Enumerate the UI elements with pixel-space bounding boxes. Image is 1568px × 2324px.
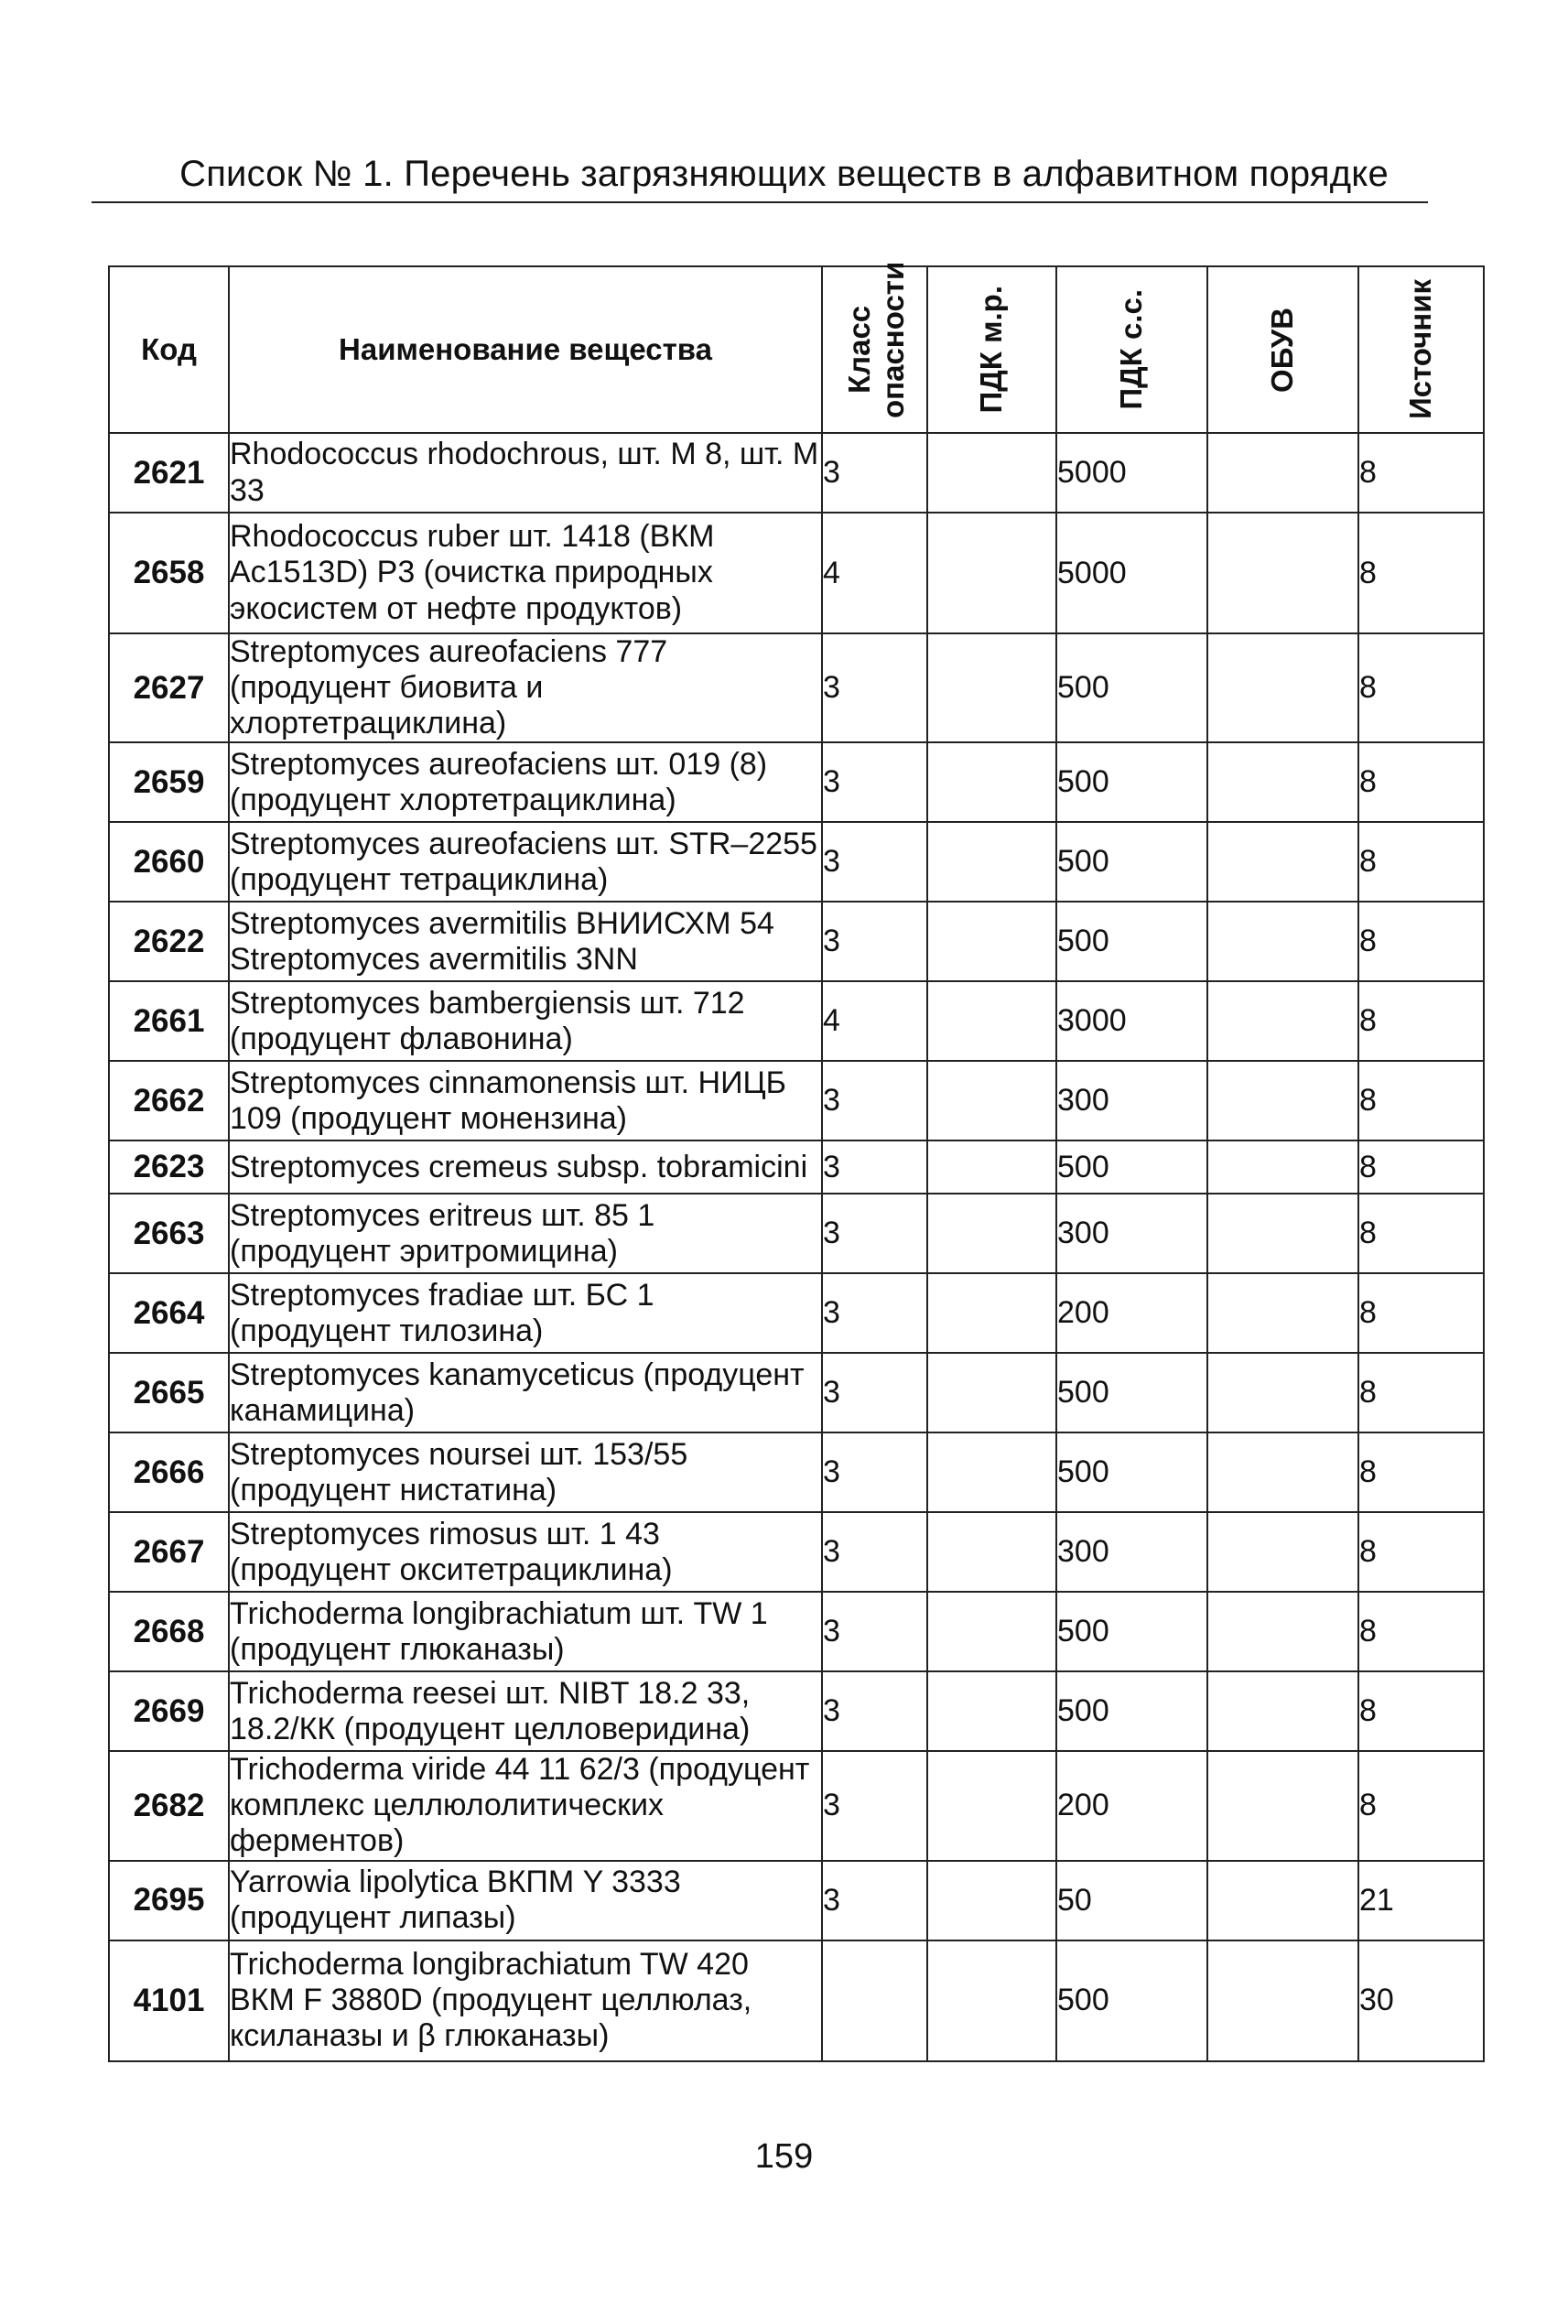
cell-substance-name: Streptomyces aureofaciens шт. 019 (8) (продуцент хлортетрациклина)	[229, 742, 822, 822]
cell-source: 30	[1358, 1940, 1484, 2061]
cell-substance-name: Rhodococcus rhodochrous, шт. М 8, шт. М 33	[229, 433, 822, 513]
cell-pdk-mr	[927, 902, 1056, 981]
cell-substance-name: Streptomyces kanamyceticus (продуцент канамицина)	[229, 1353, 822, 1432]
cell-pdk-ss: 300	[1056, 1061, 1207, 1140]
table-row	[109, 981, 1484, 1061]
cell-hazard-class: 3	[822, 1671, 927, 1751]
cell-pdk-ss: 5000	[1056, 433, 1207, 513]
cell-source: 8	[1358, 742, 1484, 822]
cell-code: 4101	[109, 1940, 229, 2061]
table-header-row	[109, 266, 1484, 433]
cell-obuv	[1207, 1353, 1358, 1432]
cell-source: 8	[1358, 1512, 1484, 1592]
cell-source: 8	[1358, 981, 1484, 1061]
cell-obuv	[1207, 1194, 1358, 1273]
cell-pdk-ss: 500	[1056, 902, 1207, 981]
cell-code: 2660	[109, 822, 229, 902]
cell-pdk-mr	[927, 1140, 1056, 1194]
header-hazard-class-cell	[822, 261, 927, 433]
cell-hazard-class: 3	[822, 1861, 927, 1940]
cell-hazard-class: 4	[822, 513, 927, 633]
cell-source: 8	[1358, 1273, 1484, 1353]
cell-pdk-ss: 500	[1056, 1353, 1207, 1432]
cell-pdk-ss: 50	[1056, 1861, 1207, 1940]
cell-substance-name: Streptomyces bambergiensis шт. 712 (продуцент флавонина)	[229, 981, 822, 1061]
cell-hazard-class: 3	[822, 822, 927, 902]
cell-substance-name: Streptomyces eritreus шт. 85 1 (продуцент эритромицина)	[229, 1194, 822, 1273]
cell-substance-name: Trichoderma longibrachiatum шт. TW 1 (продуцент глюканазы)	[229, 1592, 822, 1671]
cell-code: 2665	[109, 1353, 229, 1432]
cell-pdk-ss: 500	[1056, 633, 1207, 742]
cell-source: 21	[1358, 1861, 1484, 1940]
cell-source: 8	[1358, 1432, 1484, 1512]
cell-pdk-ss: 500	[1056, 1140, 1207, 1194]
table-row	[109, 822, 1484, 902]
cell-obuv	[1207, 1432, 1358, 1512]
cell-obuv	[1207, 902, 1358, 981]
header-obuv-cell	[1207, 266, 1358, 433]
cell-hazard-class: 3	[822, 1194, 927, 1273]
table-row	[109, 1512, 1484, 1592]
cell-code: 2666	[109, 1432, 229, 1512]
cell-substance-name: Streptomyces rimosus шт. 1 43 (продуцент окситетрациклина)	[229, 1512, 822, 1592]
cell-pdk-mr	[927, 433, 1056, 513]
cell-source: 8	[1358, 433, 1484, 513]
cell-substance-name: Trichoderma longibrachiatum TW 420 ВКМ F 3880D (продуцент целлюлаз, ксиланазы и β глюканазы)	[229, 1940, 822, 2061]
cell-obuv	[1207, 981, 1358, 1061]
cell-pdk-ss: 500	[1056, 742, 1207, 822]
cell-pdk-ss: 300	[1056, 1194, 1207, 1273]
cell-code: 2682	[109, 1751, 229, 1860]
cell-substance-name: Streptomyces noursei шт. 153/55 (продуцент нистатина)	[229, 1432, 822, 1512]
cell-hazard-class: 3	[822, 902, 927, 981]
table-row	[109, 1671, 1484, 1751]
cell-code: 2663	[109, 1194, 229, 1273]
cell-pdk-mr	[927, 1273, 1056, 1353]
cell-obuv	[1207, 1061, 1358, 1140]
table-row	[109, 1273, 1484, 1353]
table-row	[109, 1592, 1484, 1671]
cell-obuv	[1207, 822, 1358, 902]
cell-obuv	[1207, 1940, 1358, 2061]
header-hazard-class: Класс опасности	[841, 261, 910, 418]
cell-code: 2622	[109, 902, 229, 981]
cell-substance-name: Streptomyces aureofaciens 777 (продуцент биовита и хлортетрациклина)	[229, 633, 822, 742]
table-row	[109, 1353, 1484, 1432]
cell-code: 2662	[109, 1061, 229, 1140]
cell-hazard-class: 3	[822, 1751, 927, 1860]
cell-pdk-ss: 500	[1056, 1940, 1207, 2061]
cell-code: 2658	[109, 513, 229, 633]
table-row	[109, 1861, 1484, 1940]
cell-hazard-class: 3	[822, 742, 927, 822]
cell-code: 2669	[109, 1671, 229, 1751]
cell-pdk-mr	[927, 742, 1056, 822]
cell-substance-name: Streptomyces cinnamonensis шт. НИЦБ 109 (продуцент монензина)	[229, 1061, 822, 1140]
header-source: Источник	[1403, 279, 1438, 420]
cell-pdk-mr	[927, 1671, 1056, 1751]
cell-obuv	[1207, 513, 1358, 633]
cell-source: 8	[1358, 1353, 1484, 1432]
cell-substance-name: Rhodococcus ruber шт. 1418 (ВКМ Ac1513D) Р3 (очистка природных экосистем от нефте продуктов)	[229, 513, 822, 633]
cell-pdk-ss: 5000	[1056, 513, 1207, 633]
cell-pdk-ss: 500	[1056, 1592, 1207, 1671]
cell-hazard-class: 3	[822, 1273, 927, 1353]
cell-pdk-mr	[927, 1353, 1056, 1432]
cell-substance-name: Trichoderma reesei шт. NIBT 18.2 33, 18.2/КК (продуцент целловеридина)	[229, 1671, 822, 1751]
cell-code: 2668	[109, 1592, 229, 1671]
cell-source: 8	[1358, 1592, 1484, 1671]
table-body	[109, 433, 1484, 2061]
cell-hazard-class: 3	[822, 1140, 927, 1194]
cell-hazard-class: 3	[822, 433, 927, 513]
header-pdk-ss: ПДК с.с.	[1114, 289, 1149, 410]
header-code: Код	[109, 266, 229, 433]
cell-code: 2621	[109, 433, 229, 513]
cell-obuv	[1207, 433, 1358, 513]
cell-source: 8	[1358, 1194, 1484, 1273]
cell-obuv	[1207, 1751, 1358, 1860]
header-name: Наименование вещества	[229, 266, 822, 433]
cell-pdk-mr	[927, 981, 1056, 1061]
cell-hazard-class	[822, 1940, 927, 2061]
cell-pdk-mr	[927, 513, 1056, 633]
cell-pdk-mr	[927, 1194, 1056, 1273]
cell-substance-name: Streptomyces aureofaciens шт. STR–2255 (продуцент тетрациклина)	[229, 822, 822, 902]
header-obuv: ОБУВ	[1265, 307, 1300, 393]
table-row	[109, 433, 1484, 513]
cell-code: 2695	[109, 1861, 229, 1940]
cell-pdk-mr	[927, 1592, 1056, 1671]
cell-hazard-class: 3	[822, 1512, 927, 1592]
table-row	[109, 1432, 1484, 1512]
cell-pdk-mr	[927, 633, 1056, 742]
cell-hazard-class: 3	[822, 1353, 927, 1432]
cell-pdk-ss: 300	[1056, 1512, 1207, 1592]
table-row	[109, 1140, 1484, 1194]
cell-source: 8	[1358, 1061, 1484, 1140]
cell-hazard-class: 3	[822, 1061, 927, 1140]
cell-pdk-mr	[927, 822, 1056, 902]
cell-code: 2667	[109, 1512, 229, 1592]
cell-pdk-ss: 200	[1056, 1273, 1207, 1353]
cell-pdk-ss: 500	[1056, 1671, 1207, 1751]
cell-source: 8	[1358, 1140, 1484, 1194]
header-source-cell	[1358, 266, 1484, 433]
table-row	[109, 742, 1484, 822]
cell-hazard-class: 3	[822, 1592, 927, 1671]
cell-obuv	[1207, 1592, 1358, 1671]
cell-source: 8	[1358, 633, 1484, 742]
table-row	[109, 513, 1484, 633]
header-pdk-mr-cell	[927, 266, 1056, 433]
cell-source: 8	[1358, 902, 1484, 981]
table-row	[109, 1940, 1484, 2061]
cell-code: 2623	[109, 1140, 229, 1194]
cell-pdk-mr	[927, 1940, 1056, 2061]
title-divider	[92, 201, 1428, 203]
cell-hazard-class: 4	[822, 981, 927, 1061]
table-row	[109, 633, 1484, 742]
cell-hazard-class: 3	[822, 1432, 927, 1512]
cell-pdk-mr	[927, 1432, 1056, 1512]
cell-pdk-mr	[927, 1061, 1056, 1140]
cell-obuv	[1207, 1512, 1358, 1592]
table-row	[109, 902, 1484, 981]
cell-source: 8	[1358, 1751, 1484, 1860]
cell-pdk-mr	[927, 1751, 1056, 1860]
cell-code: 2661	[109, 981, 229, 1061]
cell-substance-name: Streptomyces avermitilis ВНИИСХМ 54 Streptomyces avermitilis 3NN	[229, 902, 822, 981]
cell-pdk-ss: 500	[1056, 1432, 1207, 1512]
cell-source: 8	[1358, 513, 1484, 633]
cell-pdk-ss: 3000	[1056, 981, 1207, 1061]
cell-hazard-class: 3	[822, 633, 927, 742]
cell-obuv	[1207, 1140, 1358, 1194]
table-row	[109, 1194, 1484, 1273]
header-pdk-mr: ПДК м.р.	[974, 286, 1009, 414]
page-title: Список № 1. Перечень загрязняющих веществ в алфавитном порядке	[179, 154, 1389, 194]
cell-source: 8	[1358, 1671, 1484, 1751]
cell-substance-name: Streptomyces cremeus subsp. tobramicini	[229, 1140, 822, 1194]
cell-pdk-mr	[927, 1861, 1056, 1940]
cell-code: 2664	[109, 1273, 229, 1353]
cell-obuv	[1207, 1671, 1358, 1751]
cell-source: 8	[1358, 822, 1484, 902]
cell-substance-name: Yarrowia lipolytica ВКПМ Y 3333 (продуцент липазы)	[229, 1861, 822, 1940]
substances-table	[108, 261, 1485, 2062]
cell-substance-name: Streptomyces fradiae шт. БС 1 (продуцент тилозина)	[229, 1273, 822, 1353]
header-pdk-ss-cell	[1056, 266, 1207, 433]
cell-pdk-ss: 200	[1056, 1751, 1207, 1860]
table-row	[109, 1751, 1484, 1860]
cell-obuv	[1207, 1861, 1358, 1940]
cell-obuv	[1207, 1273, 1358, 1353]
cell-obuv	[1207, 633, 1358, 742]
page-number: 159	[754, 2137, 814, 2176]
cell-obuv	[1207, 742, 1358, 822]
cell-pdk-ss: 500	[1056, 822, 1207, 902]
cell-code: 2627	[109, 633, 229, 742]
cell-substance-name: Trichoderma viride 44 11 62/3 (продуцент комплекс целлюлолитических ферментов)	[229, 1751, 822, 1860]
cell-code: 2659	[109, 742, 229, 822]
table-row	[109, 1061, 1484, 1140]
cell-pdk-mr	[927, 1512, 1056, 1592]
